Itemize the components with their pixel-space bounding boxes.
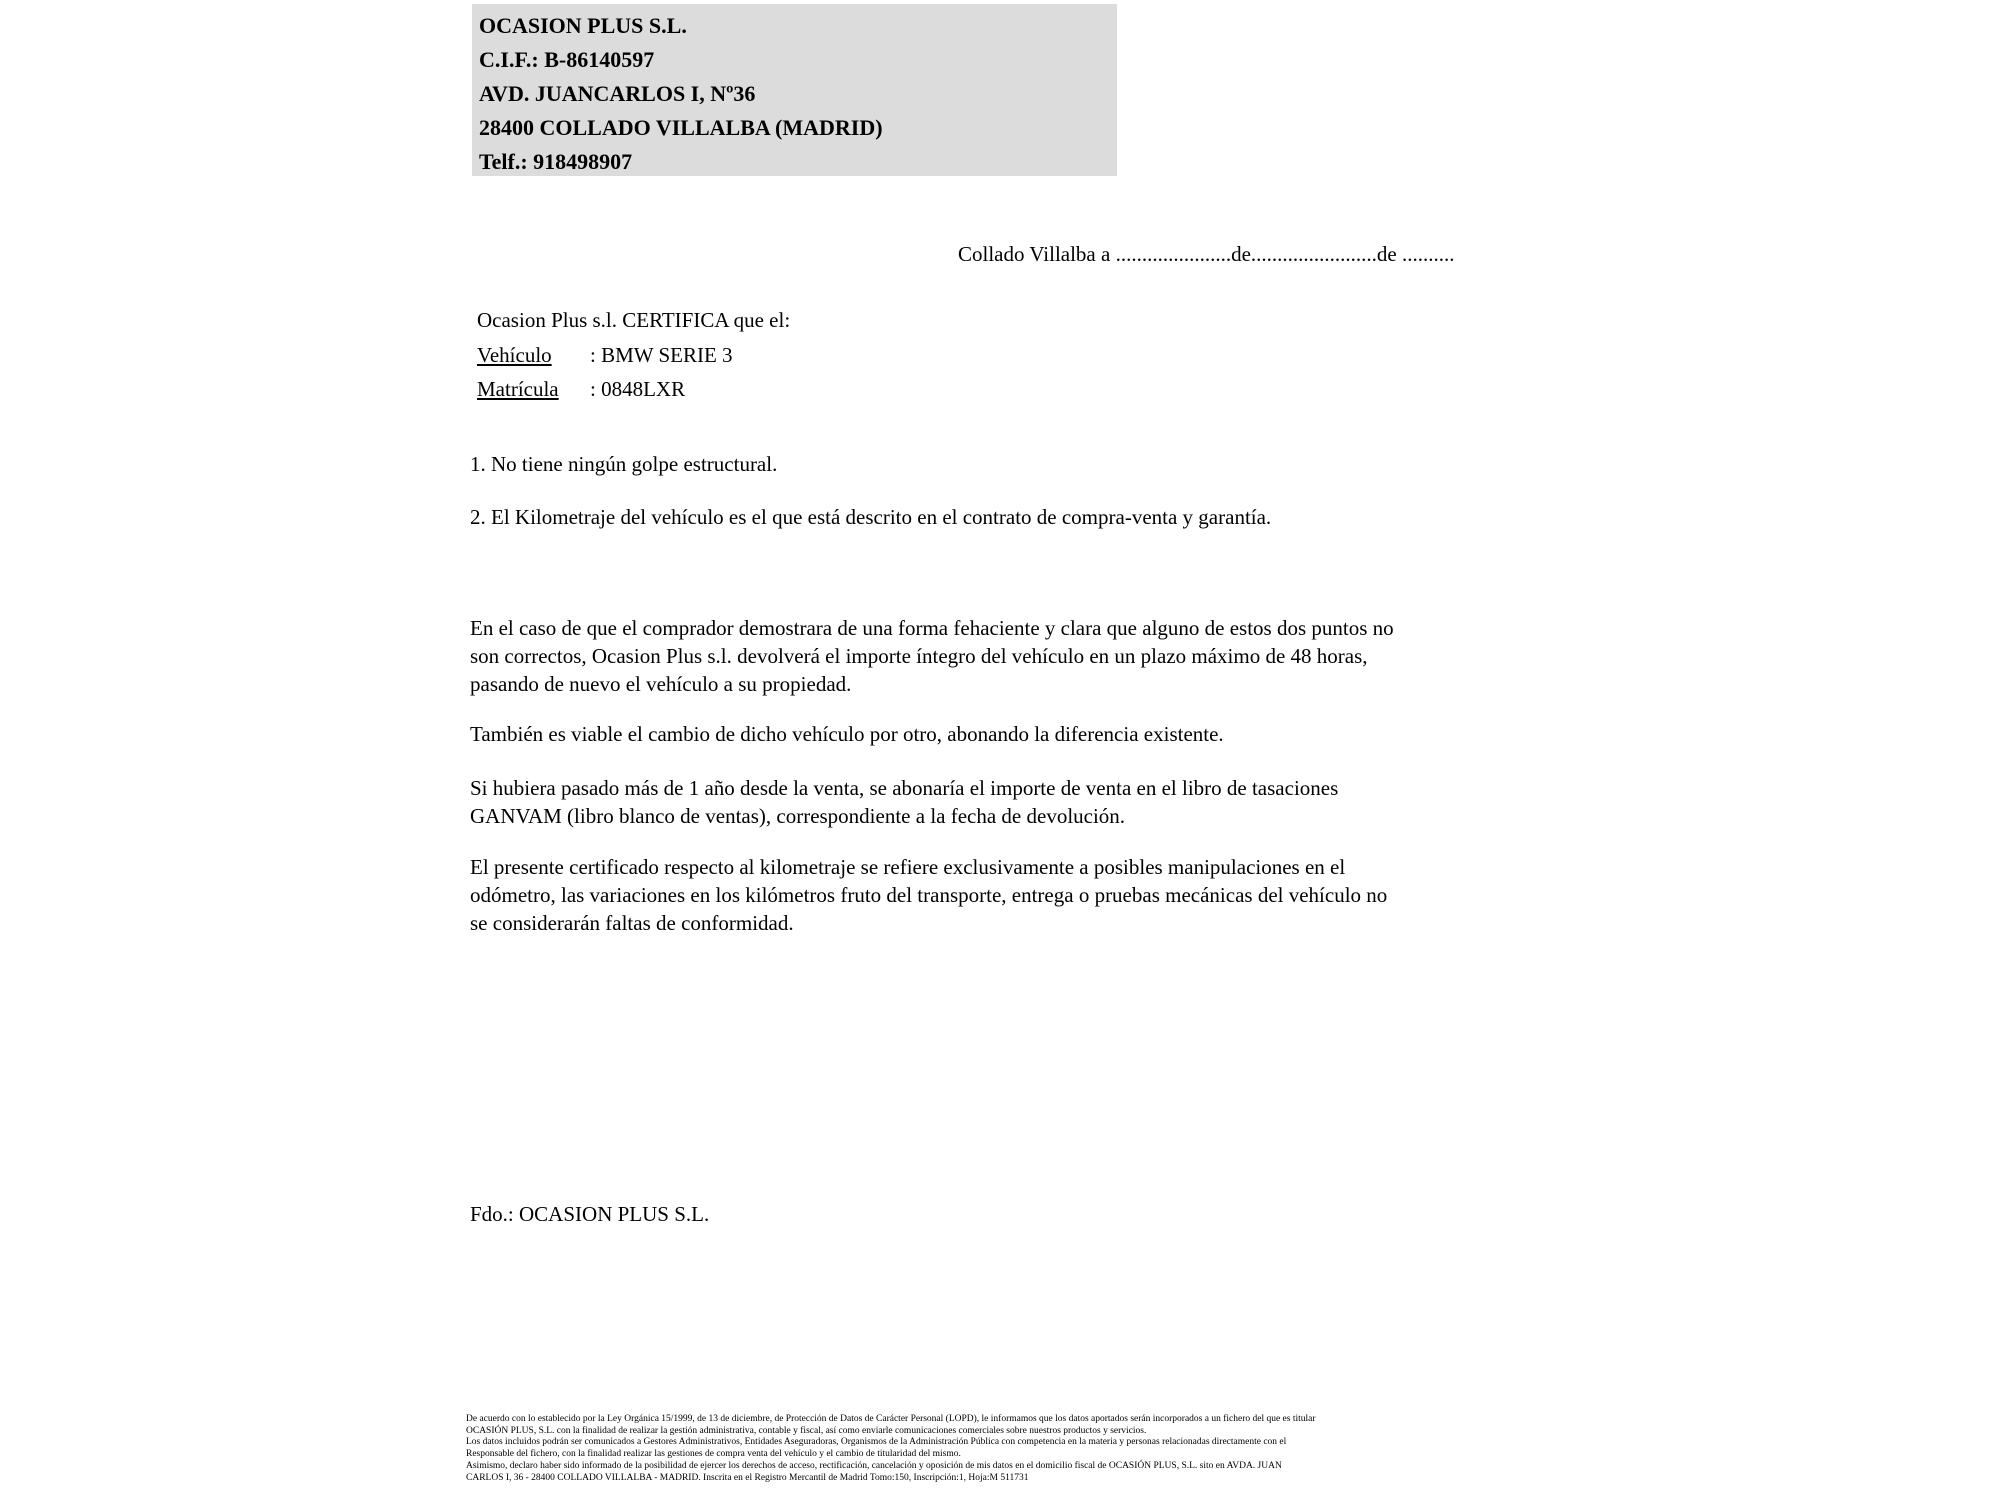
paragraph-line: se considerarán faltas de conformidad.	[470, 911, 794, 935]
company-name: OCASION PLUS S.L.	[479, 13, 687, 38]
date-line: Collado Villalba a ......................de........................de ..........	[958, 242, 1455, 266]
certification-intro: Ocasion Plus s.l. CERTIFICA que el:	[477, 308, 791, 332]
signature-line: Fdo.: OCASION PLUS S.L.	[470, 1202, 710, 1226]
paragraph-line: En el caso de que el comprador demostrara de una forma fehaciente y clara que alguno de estos dos puntos no	[470, 616, 1394, 640]
paragraph-line: El presente certificado respecto al kilometraje se refiere exclusivamente a posibles manipulaciones en el	[470, 855, 1346, 879]
plate-row	[477, 372, 790, 407]
legal-footer-line: Responsable del fichero, con la finalidad realizar las gestiones de compra venta del vehículo y el cambio de titularidad del mismo.	[466, 1449, 961, 1460]
legal-footer-line: De acuerdo con lo establecido por la Ley Orgánica 15/1999, de 13 de diciembre, de Protección de Datos de Carácter Personal (LOPD), le informamos que los datos aportados serán incorporados a un fichero del que es titular	[466, 1414, 1316, 1424]
certified-item-2: 2. El Kilometraje del vehículo es el que está descrito en el contrato de compra-venta y garantía.	[470, 505, 1272, 529]
company-city: 28400 COLLADO VILLALBA (MADRID)	[479, 115, 883, 140]
paragraph-line: son correctos, Ocasion Plus s.l. devolverá el importe íntegro del vehículo en un plazo máximo de 48 horas,	[470, 644, 1368, 668]
paragraph-line: odómetro, las variaciones en los kilómetros fruto del transporte, entrega o pruebas mecánicas del vehículo no	[470, 883, 1388, 907]
paragraph-line: GANVAM (libro blanco de ventas), correspondiente a la fecha de devolución.	[470, 804, 1126, 828]
vehicle-row	[477, 338, 790, 373]
paragraph-line: pasando de nuevo el vehículo a su propiedad.	[470, 672, 852, 696]
plate-value: : 0848LXR	[590, 377, 686, 401]
certification-block	[477, 303, 790, 407]
legal-footer-line: Los datos incluidos podrán ser comunicados a Gestores Administrativos, Entidades Aseguradoras, Organismos de la Administración Pública con competencia en la materia y personas relacionadas directamente con el	[466, 1437, 1287, 1448]
vehicle-label: Vehículo	[477, 342, 552, 367]
company-phone: Telf.: 918498907	[479, 149, 633, 174]
legal-footer-line: Asimismo, declaro haber sido informado de la posibilidad de ejercer los derechos de acceso, rectificación, cancelación y oposición de mis datos en el domicilio fiscal de OCASIÓN PLUS, S.L. sito en AVDA. JUAN	[466, 1460, 1282, 1471]
paragraph-ganvam-valuation	[470, 774, 1580, 830]
company-cif: C.I.F.: B-86140597	[479, 47, 655, 72]
company-address: AVD. JUANCARLOS I, Nº36	[479, 81, 756, 106]
paragraph-line: También es viable el cambio de dicho vehículo por otro, abonando la diferencia existente.	[470, 722, 1224, 746]
paragraph-line: Si hubiera pasado más de 1 año desde la venta, se abonaría el importe de venta en el libro de tasaciones	[470, 776, 1339, 800]
vehicle-value: : BMW SERIE 3	[590, 342, 733, 367]
legal-footer	[466, 1414, 1576, 1484]
company-header-box	[472, 4, 1117, 176]
paragraph-odometer-disclaimer	[470, 853, 1580, 937]
legal-footer-line: OCASIÓN PLUS, S.L. con la finalidad de realizar la gestión administrativa, contable y fiscal, así como enviarle comunicaciones comerciales sobre nuestros productos y servicios.	[466, 1425, 1147, 1436]
paragraph-exchange-option	[470, 720, 1580, 748]
legal-footer-line: CARLOS I, 36 - 28400 COLLADO VILLALBA - MADRID. Inscrita en el Registro Mercantil de Madrid Tomo:150, Inscripción:1, Hoja:M 511731	[466, 1472, 1029, 1483]
paragraph-refund-terms	[470, 614, 1580, 698]
plate-label: Matrícula	[477, 377, 559, 401]
certified-item-1: 1. No tiene ningún golpe estructural.	[470, 452, 778, 476]
